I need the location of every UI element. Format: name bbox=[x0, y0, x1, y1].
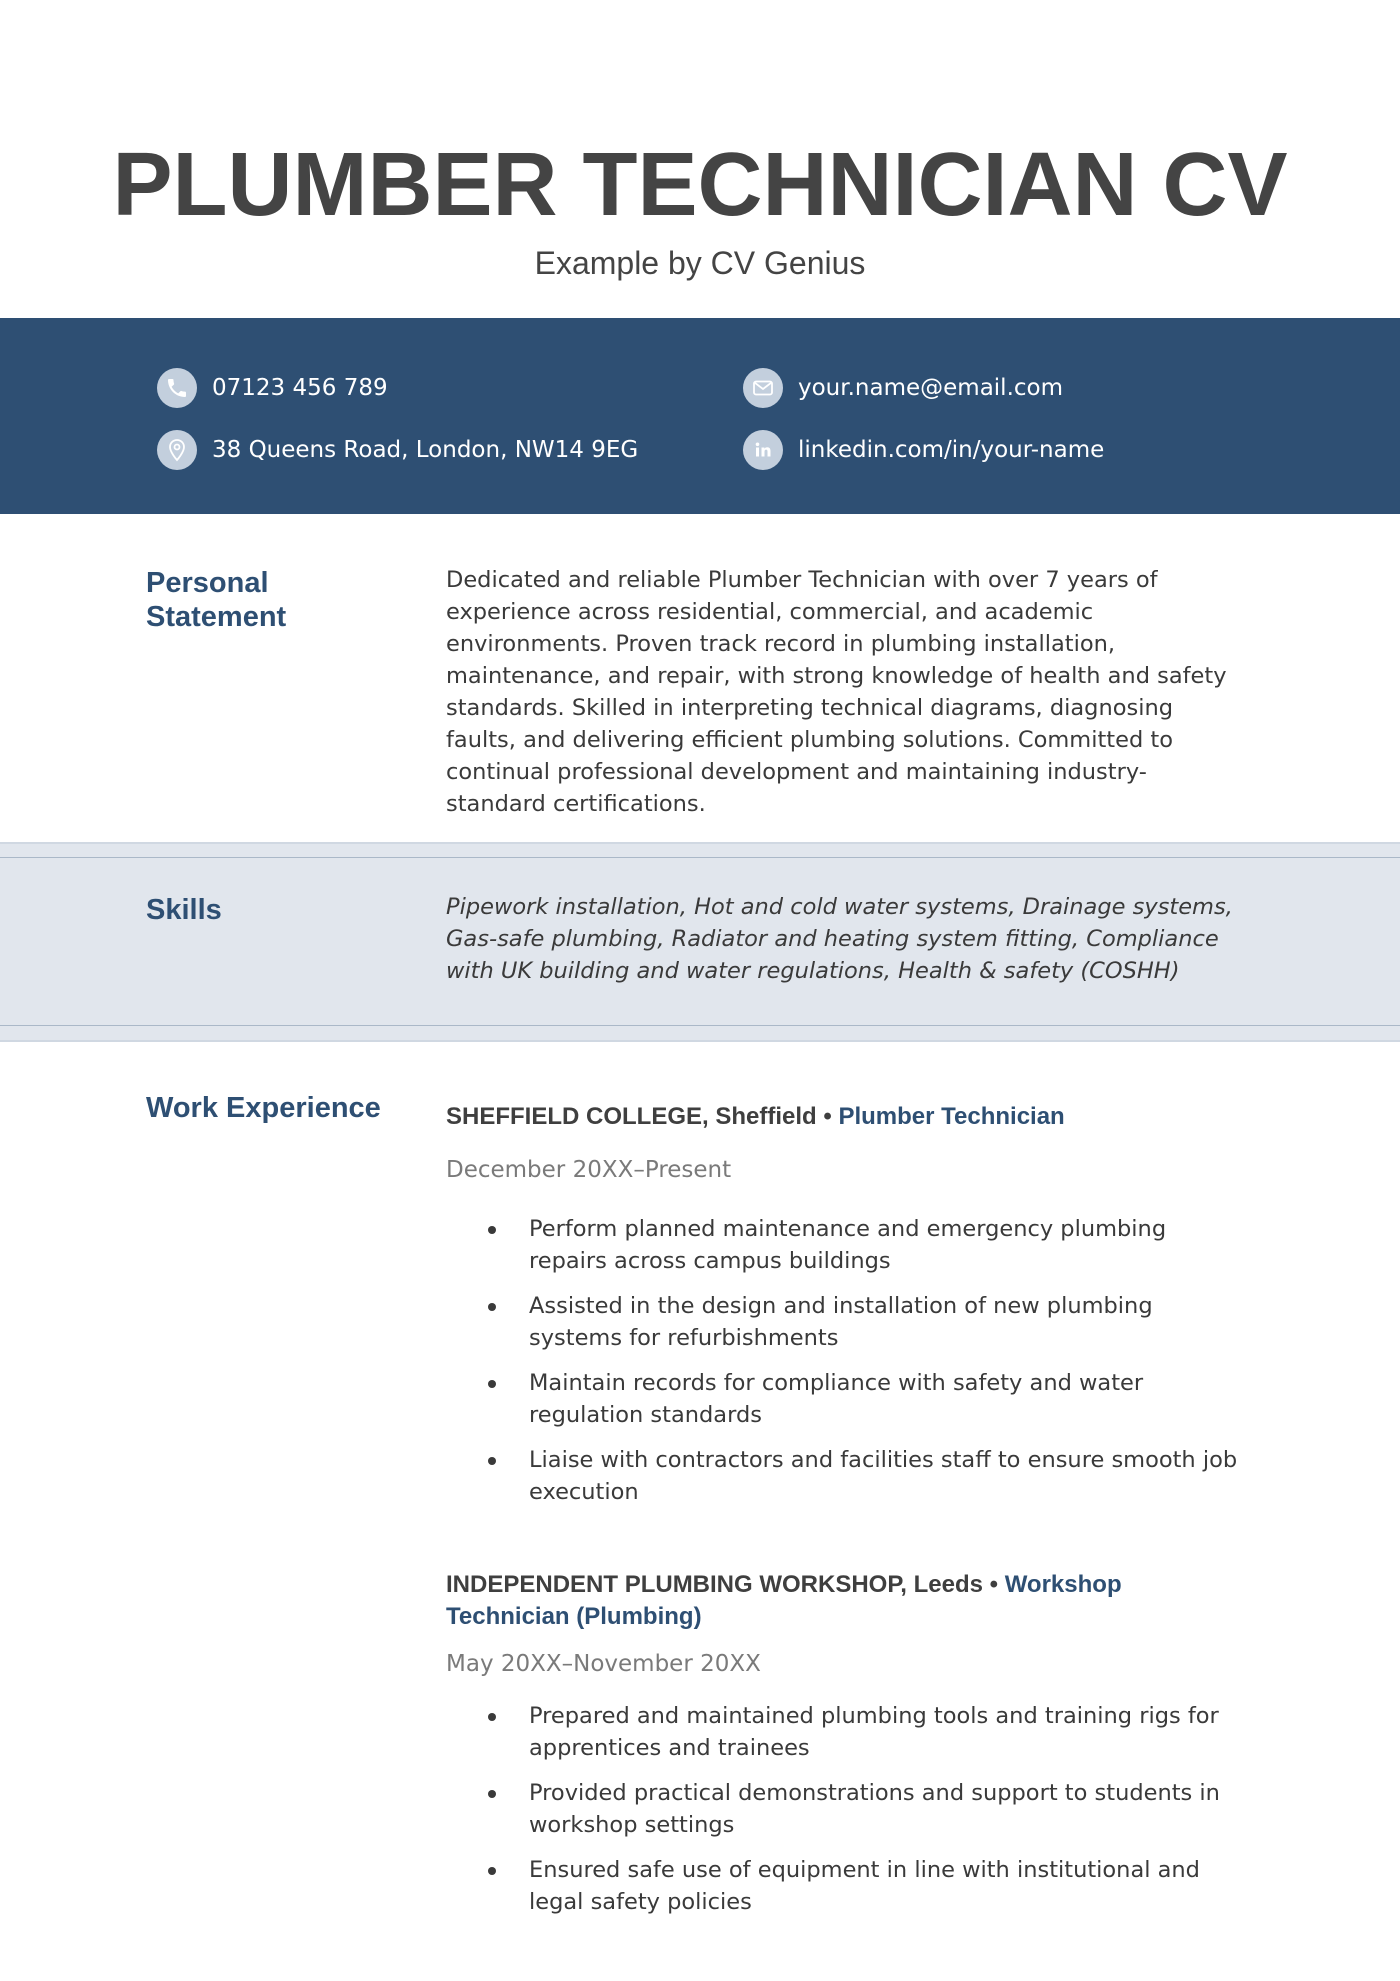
job-1-employer: SHEFFIELD COLLEGE, Sheffield bbox=[446, 1103, 817, 1130]
divider bbox=[0, 1025, 1400, 1026]
linkedin-icon bbox=[743, 430, 783, 470]
job-2-header bbox=[446, 1569, 1246, 1633]
phone-text: 07123 456 789 bbox=[212, 375, 388, 401]
email-icon bbox=[743, 368, 783, 408]
skills-text: Pipework installation, Hot and cold water systems, Drainage systems, Gas-safe plumbing, Radiator and heating system fitting, Compliance with UK building and water regulations, Health & safety (COSHH) bbox=[446, 894, 1233, 984]
job-1-header bbox=[446, 1101, 1246, 1133]
list-item: Ensured safe use of equipment in line with institutional and legal safety policies bbox=[446, 1854, 1246, 1918]
job-1-bullets bbox=[446, 1213, 1246, 1521]
contact-email[interactable] bbox=[743, 368, 1063, 408]
title-block bbox=[0, 135, 1400, 283]
personal-statement-heading: Personal Statement bbox=[146, 567, 287, 633]
page-subtitle: Example by CV Genius bbox=[534, 245, 866, 281]
phone-icon bbox=[157, 368, 197, 408]
job-1-separator: • bbox=[823, 1103, 832, 1130]
job-2-bullets bbox=[446, 1700, 1246, 1931]
skills-heading: Skills bbox=[146, 894, 222, 926]
contact-address bbox=[157, 430, 638, 470]
contact-phone[interactable] bbox=[157, 368, 388, 408]
job-2-employer: INDEPENDENT PLUMBING WORKSHOP, Leeds bbox=[446, 1571, 983, 1598]
list-item: Provided practical demonstrations and support to students in workshop settings bbox=[446, 1777, 1246, 1841]
work-experience-heading: Work Experience bbox=[146, 1092, 381, 1124]
list-item: Maintain records for compliance with safety and water regulation standards bbox=[446, 1367, 1246, 1431]
contact-bar bbox=[0, 318, 1400, 514]
list-item: Liaise with contractors and facilities staff to ensure smooth job execution bbox=[446, 1444, 1246, 1508]
address-text: 38 Queens Road, London, NW14 9EG bbox=[212, 437, 639, 463]
job-2-dates: May 20XX–November 20XX bbox=[446, 1651, 761, 1677]
page-title: PLUMBER TECHNICIAN CV bbox=[112, 135, 1288, 235]
contact-linkedin[interactable] bbox=[743, 430, 1104, 470]
linkedin-text: linkedin.com/in/your-name bbox=[798, 437, 1105, 463]
list-item: Perform planned maintenance and emergency plumbing repairs across campus buildings bbox=[446, 1213, 1246, 1277]
personal-statement-text: Dedicated and reliable Plumber Technician with over 7 years of experience across residential, commercial, and academic environments. Proven track record in plumbing installation, maintenance, and repair, with strong knowledge of health and safety standards. Skilled in interpreting technical diagrams, diagnosing faults, and delivering efficient plumbing solutions. Committed to continual professional development and maintaining industry-standard certifications. bbox=[446, 567, 1227, 817]
email-text: your.name@email.com bbox=[798, 375, 1064, 401]
job-1-dates: December 20XX–Present bbox=[446, 1157, 732, 1183]
location-pin-icon bbox=[157, 430, 197, 470]
job-1-role: Plumber Technician bbox=[838, 1103, 1065, 1130]
job-2-separator: • bbox=[989, 1571, 999, 1598]
list-item: Prepared and maintained plumbing tools and training rigs for apprentices and trainees bbox=[446, 1700, 1246, 1764]
job-2-role: Workshop Technician (Plumbing) bbox=[446, 1571, 1122, 1630]
list-item: Assisted in the design and installation of new plumbing systems for refurbishments bbox=[446, 1290, 1246, 1354]
divider bbox=[0, 857, 1400, 858]
